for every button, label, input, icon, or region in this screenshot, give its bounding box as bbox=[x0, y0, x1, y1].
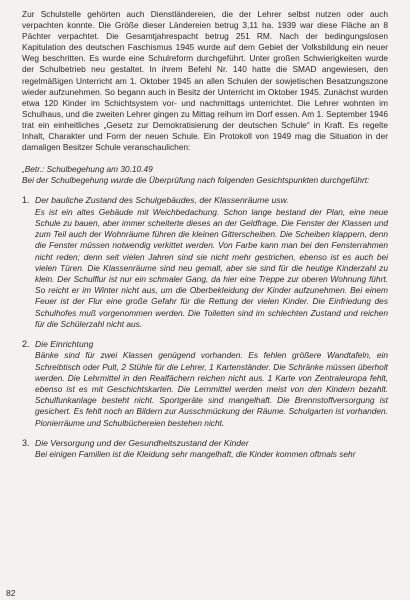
protokoll-header bbox=[22, 164, 388, 186]
section-furnishing bbox=[22, 339, 388, 429]
section-supply-health bbox=[22, 438, 388, 461]
page-number: 82 bbox=[6, 588, 16, 598]
section-number: 3. bbox=[22, 437, 30, 448]
section-body: Es ist ein altes Gebäude mit Weichbedachung. Schon lange bestand der Plan, eine neue Schule zu bauen, aber immer scheiterte dieses an der Geldfrage. Die Fenster der Klassen und zum Teil auch der Wohnräume führen die kleinen Gitterscheiben. Die Scheiben klappern, denn die Fenster müssen notwendig verkittet werden. Von Farbe kann man bei den Fensterrahmen nicht reden; denn seit vielen Jahren sind sie nicht mehr gestrichen, ebenso ist es auch bei vielen Türen. Die Klassenräume sind neu gemalt, aber sie sind für die heutige Kinderzahl zu klein. Der Schulflur ist nur ein schmaler Gang, da hier eine Treppe zur oberen Wohnung führt. So reicht er im Winter nicht aus, um die Oberbekleidung der Kinder aufzunehmen. Bei einem Feuer ist der Flur eine große Gefahr für die Rettung der vielen Kinder. Die Einfriedung des Schulhofes muß vorgenommen werden. Die Toiletten sind im schlechten Zustand und reichen für die Schülerzahl nicht aus. bbox=[35, 206, 388, 329]
section-title: Die Versorgung und der Gesundheitszustand der Kinder bbox=[35, 437, 249, 448]
protokoll-lead: Bei der Schulbegehung wurde die Überprüfung nach folgenden Gesichtspunkten durchgeführt: bbox=[22, 175, 370, 186]
section-building-condition bbox=[22, 195, 388, 330]
section-title: Die Einrichtung bbox=[35, 338, 94, 349]
protokoll-subject: „Betr.: Schulbegehung am 30.10.49 bbox=[22, 164, 153, 175]
section-number: 1. bbox=[22, 195, 30, 206]
section-number: 2. bbox=[22, 338, 30, 349]
section-body: Bei einigen Familien ist die Kleidung sehr mangelhaft, die Kinder kommen oftmals sehr bbox=[35, 449, 356, 460]
section-body: Bänke sind für zwei Klassen genügend vorhanden. Es fehlen größere Wandtafeln, ein Schreibtisch oder Pult, 2 Stühle für die Lehrer, 1 Kartenständer. Die Schränke müssen überholt werden. Die Lehrmittel in den Realfächern reichen nicht aus. 1 Karte von Zentraleuropa fehlt, ebenso ist es mit Geschichtskarten. Die Lernmittel werden meist von den Kindern bezahlt. Schulfunkanlage besteht nicht. Sportgeräte sind mangelhaft. Die Brennstoffversorgung ist gesichert. Es fehlt noch an Bildern zur Ausschmückung der Räume. Schulgarten ist vorhanden. Pionierräume und Schulbüchereien bestehen nicht. bbox=[35, 350, 388, 428]
intro-paragraph: Zur Schulstelle gehörten auch Dienstländereien, die der Lehrer selbst nutzen oder auch verpachten konnte. Die Größe dieser Ländereien betrug 3,11 ha. 1939 war diese Fläche an 8 Pächter verpachtet. Die Gesamtjahrespacht betrug 251 RM. Nach der bedingungslosen Kapitulation des deutschen Faschismus 1945 wurde auf dem Gebiet der Volksbildung ein neuer Weg beschritten. Es wurde eine Schulreform durchgeführt. Unter großen Schwierigkeiten wurde der Schulbetrieb neu gestaltet. In ihrem Befehl Nr. 140 hatte die SMAD angewiesen, den regelmäßigen Unterricht am 1. Oktober 1945 an allen Schulen der sowjetischen Besatzungszone wieder aufzunehmen. So begann auch in Besitz der Unterricht im Oktober 1945. Zunächst wurden etwa 120 Kinder im Schichtsystem vor- und nachmittags unterrichtet. Die Lehrer wohnten im Schulhaus, und die zweiten Lehrer gingen zu Mittag reihum im Dorf essen. Am 1. September 1946 trat ein einheitliches „Gesetz zur Demokratisierung der deutschen Schule“ in Kraft. Es regelte Inhalt, Charakter und Form der neuen Schule. Ein Protokoll von 1949 mag die Situation in der damaligen Besitzer Schule veranschaulichen: bbox=[22, 9, 388, 153]
section-title: Der bauliche Zustand des Schulgebäudes, der Klassenräume usw. bbox=[35, 195, 289, 206]
